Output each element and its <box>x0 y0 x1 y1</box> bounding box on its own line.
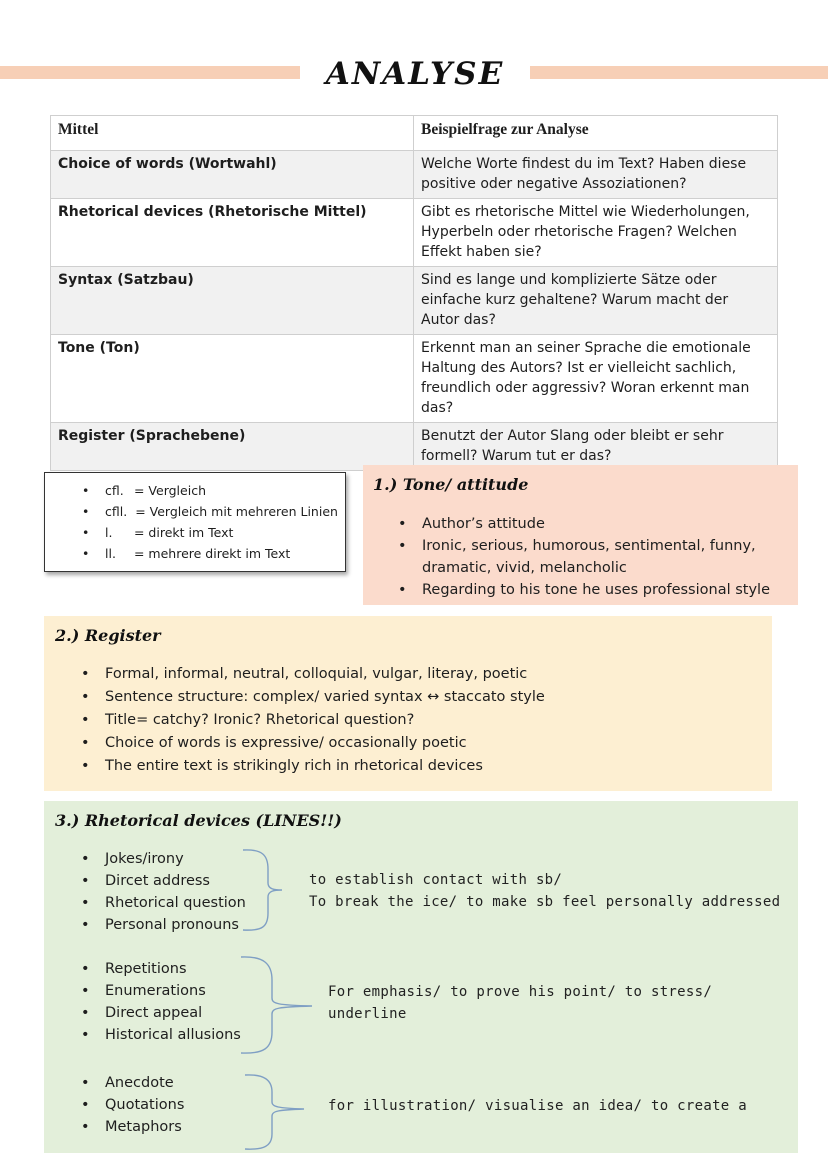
analysis-table <box>50 115 778 471</box>
purpose-text <box>309 869 780 913</box>
curly-brace-icon <box>238 954 318 1056</box>
tone-heading: 1.) Tone/ attitude <box>373 475 529 494</box>
bullet-icon: • <box>81 851 90 867</box>
legend-meaning: = direkt im Text <box>133 525 234 540</box>
bullet-icon: • <box>81 1005 90 1021</box>
mittel-cell: Choice of words (Wortwahl) <box>51 151 414 199</box>
list-item-text: Repetitions <box>105 961 187 977</box>
bullet-icon: • <box>81 983 90 999</box>
table-row <box>51 423 778 471</box>
page-title: ANALYSE <box>300 54 530 94</box>
bullet-icon: • <box>81 961 90 977</box>
list-item <box>398 579 778 601</box>
list-item-text: Rhetorical question <box>105 895 246 911</box>
bullet-icon: • <box>81 917 90 933</box>
list-item-text: Ironic, serious, humorous, sentimental, funny, dramatic, vivid, melancholic <box>422 538 756 576</box>
register-panel <box>44 616 772 791</box>
list-item-text: Regarding to his tone he uses professional style <box>422 582 770 598</box>
list-item <box>81 663 761 686</box>
list-item <box>398 513 778 535</box>
legend-meaning: = mehrere direkt im Text <box>133 546 291 561</box>
bullet-icon: • <box>81 1075 90 1091</box>
table-row <box>51 151 778 199</box>
bullet-icon: • <box>81 1097 90 1113</box>
bullet-icon: • <box>81 666 90 682</box>
purpose-line: to establish contact with sb/ <box>309 872 563 888</box>
table-row <box>51 267 778 335</box>
frage-cell: Erkennt man an seiner Sprache die emotionale Haltung des Autors? Ist er vielleicht sachlich, freundlich oder aggressiv? Woran erkennt man das? <box>414 335 778 423</box>
list-item-text: Dircet address <box>105 873 210 889</box>
bullet-icon: • <box>81 712 90 728</box>
list-item-text: Author’s attitude <box>422 516 545 532</box>
list-item <box>398 535 778 579</box>
list-item <box>81 709 761 732</box>
frage-cell: Gibt es rhetorische Mittel wie Wiederholungen, Hyperbeln oder rhetorische Fragen? Welchen Effekt haben sie? <box>414 199 778 267</box>
list-item <box>81 732 761 755</box>
frage-cell: Sind es lange und komplizierte Sätze oder einfache kurz gehaltene? Warum macht der Autor das? <box>414 267 778 335</box>
legend-abbr: cfl. <box>105 483 124 498</box>
legend-meaning: = Vergleich <box>133 483 206 498</box>
bullet-icon: • <box>81 758 90 774</box>
mittel-cell: Rhetorical devices (Rhetorische Mittel) <box>51 199 414 267</box>
list-item-text: Anecdote <box>105 1075 174 1091</box>
tone-panel <box>363 465 798 605</box>
list-item-text: The entire text is strikingly rich in rhetorical devices <box>105 758 483 774</box>
list-item-text: Quotations <box>105 1097 185 1113</box>
list-item-text: Metaphors <box>105 1119 182 1135</box>
column-header-beispielfrage: Beispielfrage zur Analyse <box>414 116 778 151</box>
bullet-icon: • <box>81 735 90 751</box>
bullet-icon: • <box>398 538 407 554</box>
table-row <box>51 199 778 267</box>
table-header-row <box>51 116 778 151</box>
bullet-icon: • <box>82 546 90 561</box>
bullet-icon: • <box>82 525 90 540</box>
list-item <box>81 686 761 709</box>
list-item <box>81 755 761 778</box>
legend-item <box>45 480 345 501</box>
frage-cell: Welche Worte findest du im Text? Haben diese positive oder negative Assoziationen? <box>414 151 778 199</box>
list-item-text: Personal pronouns <box>105 917 239 933</box>
legend-item <box>45 543 345 564</box>
list-item-text: Enumerations <box>105 983 206 999</box>
table-row <box>51 335 778 423</box>
frage-cell: Benutzt der Autor Slang oder bleibt er sehr formell? Warum tut er das? <box>414 423 778 471</box>
purpose-line: To break the ice/ to make sb feel personally addressed <box>309 894 781 910</box>
legend-abbr: ll. <box>105 546 116 561</box>
column-header-mittel: Mittel <box>51 116 414 151</box>
mittel-cell: Register (Sprachebene) <box>51 423 414 471</box>
bullet-icon: • <box>81 895 90 911</box>
abbreviation-legend <box>44 472 346 572</box>
bullet-icon: • <box>82 483 90 498</box>
purpose-text <box>328 1095 747 1117</box>
list-item-text: Choice of words is expressive/ occasionally poetic <box>105 735 467 751</box>
curly-brace-icon <box>242 1072 308 1152</box>
bullet-icon: • <box>81 1027 90 1043</box>
list-item-text: Sentence structure: complex/ varied syntax ↔ staccato style <box>105 689 545 705</box>
purpose-text <box>328 981 798 1025</box>
list-item-text: Jokes/irony <box>105 851 184 867</box>
register-heading: 2.) Register <box>55 626 161 645</box>
register-list <box>81 663 761 778</box>
tone-list <box>398 513 778 601</box>
legend-item <box>45 501 345 522</box>
legend-meaning: = Vergleich mit mehreren Linien <box>135 504 338 519</box>
devices-heading: 3.) Rhetorical devices (LINES!!) <box>55 811 342 830</box>
purpose-line: For emphasis/ to prove his point/ to stress/ underline <box>328 984 713 1022</box>
mittel-cell: Syntax (Satzbau) <box>51 267 414 335</box>
bullet-icon: • <box>81 689 90 705</box>
legend-item <box>45 522 345 543</box>
legend-abbr: cfll. <box>105 504 128 519</box>
mittel-cell: Tone (Ton) <box>51 335 414 423</box>
bullet-icon: • <box>81 873 90 889</box>
rhetorical-devices-panel <box>44 801 798 1153</box>
list-item-text: Historical allusions <box>105 1027 241 1043</box>
bullet-icon: • <box>398 516 407 532</box>
list-item-text: Direct appeal <box>105 1005 203 1021</box>
bullet-icon: • <box>398 582 407 598</box>
list-item-text: Formal, informal, neutral, colloquial, vulgar, literay, poetic <box>105 666 528 682</box>
purpose-line: for illustration/ visualise an idea/ to create a <box>328 1098 747 1114</box>
list-item-text: Title= catchy? Ironic? Rhetorical question? <box>105 712 415 728</box>
legend-abbr: l. <box>105 525 113 540</box>
curly-brace-icon <box>240 847 290 933</box>
bullet-icon: • <box>82 504 90 519</box>
bullet-icon: • <box>81 1119 90 1135</box>
